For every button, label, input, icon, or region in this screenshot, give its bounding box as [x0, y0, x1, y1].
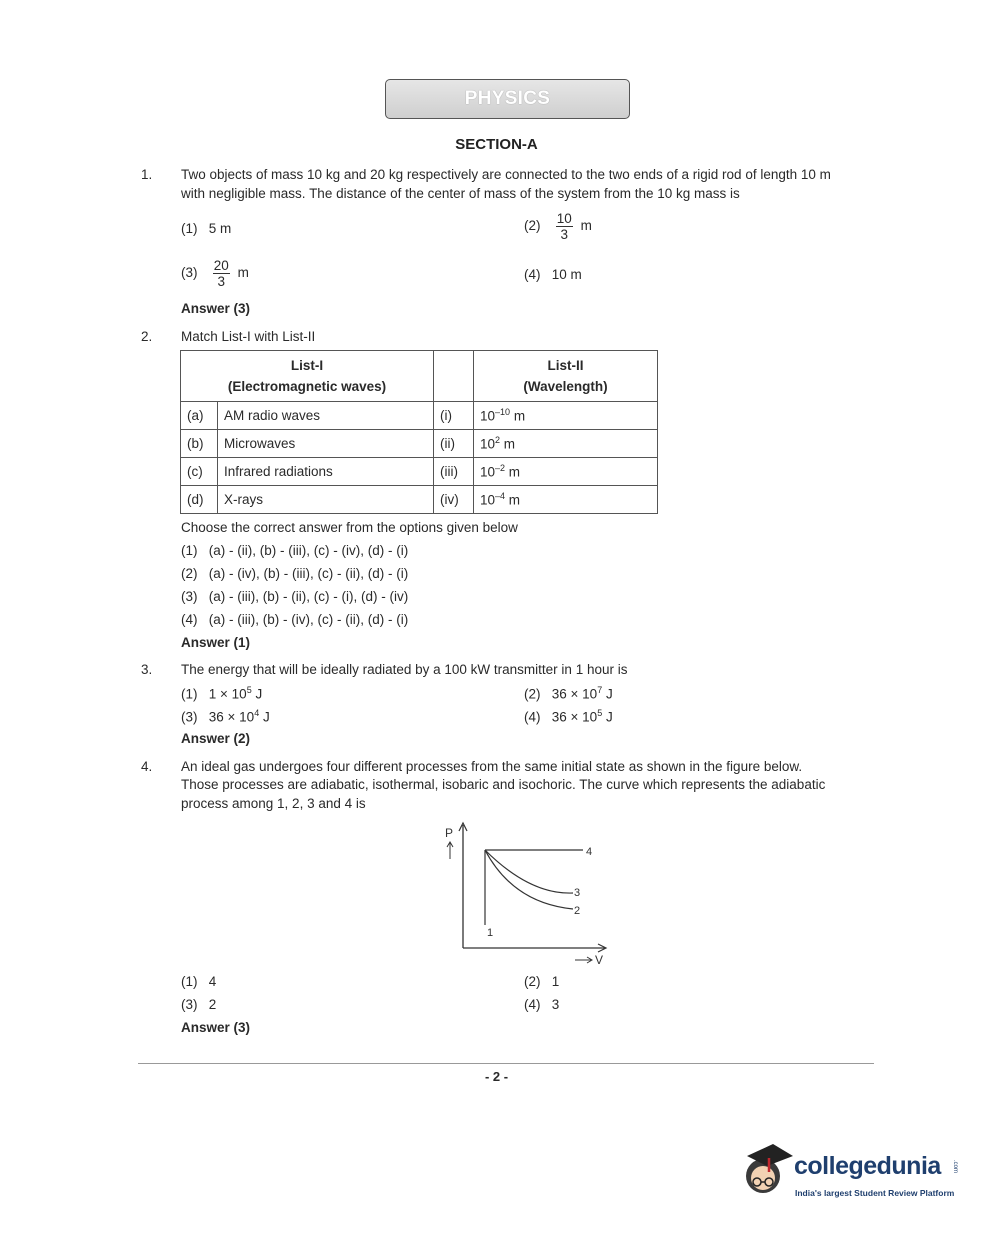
q4-number: 4. — [141, 759, 153, 774]
fraction: $\frac{20}{3}$ — [213, 258, 229, 289]
q3-option-3: (3) $36 \times 10^4$ J — [181, 708, 270, 725]
q1-answer: Answer (3) — [181, 301, 251, 316]
q3-text: The energy that will be ideally radiated by a 100 kW transmitter in 1 hour is — [181, 662, 628, 677]
footer-divider — [138, 1063, 874, 1064]
curve-1-label: 1 — [487, 927, 494, 939]
p-label: P — [445, 826, 454, 840]
curve-3 — [485, 850, 573, 893]
table-row: (c) Infrared radiations (iii) $10^{-2}$ m — [181, 458, 658, 486]
q1-text-line1: Two objects of mass 10 kg and 20 kg respectively are connected to the two ends of a rigid rod of length 10 m — [181, 167, 831, 182]
q3-number: 3. — [141, 662, 153, 677]
logo-tagline: India's largest Student Review Platform — [795, 1188, 955, 1198]
q1-option-2: (2) $\frac{10}{3}$ m — [524, 211, 592, 242]
q4-option-4: (4) 3 — [524, 997, 560, 1012]
q2-option-3: (3) (a) - (iii), (b) - (ii), (c) - (i), (d) - (iv) — [181, 589, 409, 604]
page-number: - 2 - — [484, 1069, 509, 1084]
curve-3-label: 3 — [574, 887, 581, 899]
table-row: (b) Microwaves (ii) $10^2$ m — [181, 430, 658, 458]
q4-text-line1: An ideal gas undergoes four different processes from the same initial state as shown in the figure below. — [181, 759, 803, 774]
match-table — [180, 350, 658, 514]
list2-header: List-II (Wavelength) — [474, 351, 658, 402]
q1-option-4: (4) 10 m — [524, 267, 582, 282]
mascot-logo-icon — [735, 1138, 795, 1198]
curve-4-label: 4 — [586, 846, 593, 858]
q4-text-line3: process among 1, 2, 3 and 4 is — [181, 796, 366, 811]
q2-option-1: (1) (a) - (ii), (b) - (iii), (c) - (iv), (d) - (i) — [181, 543, 409, 558]
table-row: (a) AM radio waves (i) $10^{-10}$ m — [181, 402, 658, 430]
q2-text: Match List-I with List-II — [181, 329, 316, 344]
q1-option-3: (3) $\frac{20}{3}$ m — [181, 258, 249, 289]
q3-option-1: (1) $1 \times 10^5$ J — [181, 685, 263, 702]
q1-number: 1. — [141, 167, 153, 182]
table-row: (d) X-rays (iv) $10^{-4}$ m — [181, 486, 658, 514]
logo-wordmark: collegedunia — [794, 1152, 941, 1180]
v-label: V — [595, 953, 604, 967]
q4-option-2: (2) 1 — [524, 974, 560, 989]
q2-option-2: (2) (a) - (iv), (b) - (iii), (c) - (ii), (d) - (i) — [181, 566, 409, 581]
q2-number: 2. — [141, 329, 153, 344]
q4-option-3: (3) 2 — [181, 997, 217, 1012]
q3-answer: Answer (2) — [181, 731, 251, 746]
fraction: $\frac{10}{3}$ — [556, 211, 572, 242]
q4-text-line2: Those processes are adiabatic, isothermal, isobaric and isochoric. The curve which represents the adiabatic — [181, 777, 826, 792]
q2-answer: Answer (1) — [181, 635, 251, 650]
section-title: SECTION-A — [455, 136, 538, 153]
q4-answer: Answer (3) — [181, 1020, 251, 1035]
pv-diagram — [435, 815, 615, 970]
q2-prompt: Choose the correct answer from the options given below — [181, 520, 518, 535]
subject-banner — [385, 79, 630, 119]
q2-option-4: (4) (a) - (iii), (b) - (iv), (c) - (ii), (d) - (i) — [181, 612, 409, 627]
q1-text-line2: with negligible mass. The distance of the center of mass of the system from the 10 kg mass is — [181, 186, 740, 201]
logo-suffix: .com — [952, 1160, 958, 1174]
curve-2 — [485, 850, 573, 909]
subject-title: PHYSICS — [464, 88, 551, 109]
q3-option-2: (2) $36 \times 10^7$ J — [524, 685, 613, 702]
list1-header: List-I (Electromagnetic waves) — [181, 351, 434, 402]
q1-option-1: (1) 5 m — [181, 221, 232, 236]
q3-option-4: (4) $36 \times 10^5$ J — [524, 708, 613, 725]
curve-2-label: 2 — [574, 905, 581, 917]
q4-option-1: (1) 4 — [181, 974, 217, 989]
